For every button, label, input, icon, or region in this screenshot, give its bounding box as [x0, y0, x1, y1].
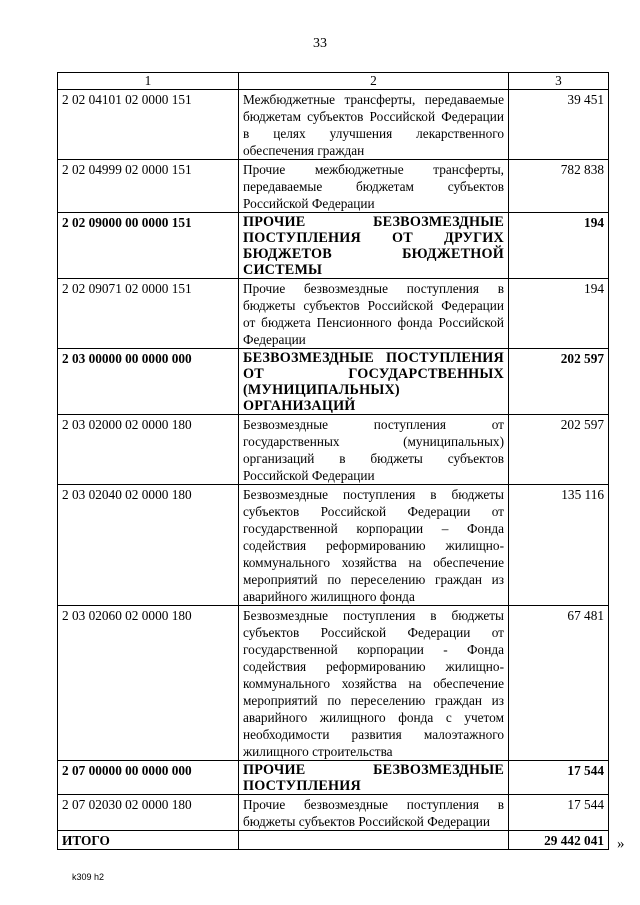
row-amount: 194 — [509, 213, 609, 279]
row-amount: 202 597 — [509, 415, 609, 485]
closing-quote: » — [617, 836, 625, 852]
row-description: Безвозмездные поступления в бюджеты субъектов Российской Федерации от государственной корпорации – Фонда содействия реформированию жилищно-коммунального хозяйства на обеспечение мероприятий по переселению граждан из аварийного жилищного фонда — [239, 485, 509, 606]
row-description: Прочие безвозмездные поступления в бюджеты субъектов Российской Федерации от бюджета Пенсионного фонда Российской Федерации — [239, 279, 509, 349]
table-row — [58, 606, 609, 761]
column-header-3: 3 — [509, 73, 609, 90]
row-code: 2 07 00000 00 0000 000 — [58, 761, 239, 795]
table-row — [58, 160, 609, 213]
row-code: 2 02 09071 02 0000 151 — [58, 279, 239, 349]
row-amount: 39 451 — [509, 90, 609, 160]
row-code: 2 03 02060 02 0000 180 — [58, 606, 239, 761]
row-description: Прочие безвозмездные поступления в бюджеты субъектов Российской Федерации — [239, 795, 509, 831]
row-amount: 67 481 — [509, 606, 609, 761]
row-description: ПРОЧИЕ БЕЗВОЗМЕЗДНЫЕ ПОСТУПЛЕНИЯ — [239, 761, 509, 795]
row-description: Безвозмездные поступления от государственных (муниципальных) организаций в бюджеты субъектов Российской Федерации — [239, 415, 509, 485]
total-label: ИТОГО — [58, 831, 239, 850]
table-row — [58, 349, 609, 415]
row-code: 2 07 02030 02 0000 180 — [58, 795, 239, 831]
footer-code: k309 h2 — [72, 872, 105, 882]
header-row — [58, 73, 609, 90]
page-number: 33 — [313, 36, 327, 51]
row-description: Прочие межбюджетные трансферты, передаваемые бюджетам субъектов Российской Федерации — [239, 160, 509, 213]
table-row — [58, 795, 609, 831]
row-code: 2 02 04101 02 0000 151 — [58, 90, 239, 160]
row-amount: 17 544 — [509, 761, 609, 795]
row-code: 2 02 09000 00 0000 151 — [58, 213, 239, 279]
row-description: БЕЗВОЗМЕЗДНЫЕ ПОСТУПЛЕНИЯ ОТ ГОСУДАРСТВЕННЫХ (МУНИЦИПАЛЬНЫХ) ОРГАНИЗАЦИЙ — [239, 349, 509, 415]
row-code: 2 03 00000 00 0000 000 — [58, 349, 239, 415]
row-amount: 202 597 — [509, 349, 609, 415]
row-amount: 17 544 — [509, 795, 609, 831]
row-description: Межбюджетные трансферты, передаваемые бюджетам субъектов Российской Федерации в целях улучшения лекарственного обеспечения граждан — [239, 90, 509, 160]
column-header-1: 1 — [58, 73, 239, 90]
budget-table — [57, 72, 609, 850]
table-row — [58, 415, 609, 485]
column-header-2: 2 — [239, 73, 509, 90]
row-code: 2 03 02040 02 0000 180 — [58, 485, 239, 606]
row-amount: 782 838 — [509, 160, 609, 213]
total-amount: 29 442 041 — [509, 831, 609, 850]
total-desc-cell — [239, 831, 509, 850]
table-row — [58, 279, 609, 349]
row-amount: 135 116 — [509, 485, 609, 606]
row-amount: 194 — [509, 279, 609, 349]
total-row — [58, 831, 609, 850]
table-row — [58, 485, 609, 606]
row-description: ПРОЧИЕ БЕЗВОЗМЕЗДНЫЕ ПОСТУПЛЕНИЯ ОТ ДРУГИХ БЮДЖЕТОВ БЮДЖЕТНОЙ СИСТЕМЫ — [239, 213, 509, 279]
table-row — [58, 761, 609, 795]
table-row — [58, 90, 609, 160]
row-description: Безвозмездные поступления в бюджеты субъектов Российской Федерации от государственной корпорации - Фонда содействия реформированию жилищно-коммунального хозяйства на обеспечение мероприятий по переселению граждан из аварийного жилищного фонда с учетом необходимости развития малоэтажного жилищного строительства — [239, 606, 509, 761]
row-code: 2 03 02000 02 0000 180 — [58, 415, 239, 485]
row-code: 2 02 04999 02 0000 151 — [58, 160, 239, 213]
table-row — [58, 213, 609, 279]
